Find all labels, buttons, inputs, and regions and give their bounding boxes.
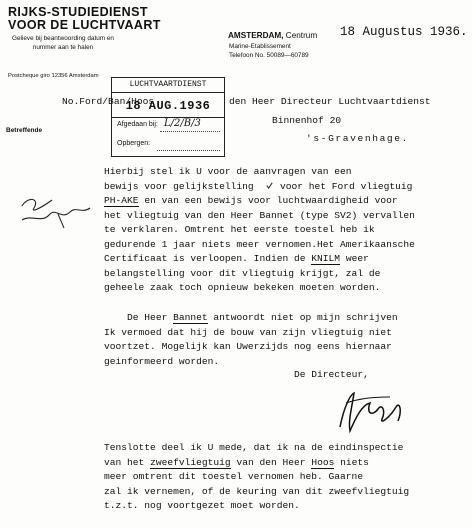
text-line: belangstelling voor dit vliegtuig krijgt, zal de — [104, 267, 381, 279]
text-line: meer omtrent dit toestel vernomen heb. Gaarne — [104, 471, 364, 483]
stamp-opbergen-label: Opbergen: — [117, 140, 151, 147]
text-line: antwoordt niet op mijn schrijven — [213, 312, 398, 323]
text-line: te verklaren. Omtrent het eerste toestel heb ik — [104, 224, 375, 236]
check-mark-icon — [265, 181, 274, 190]
stamp-opbergen-line — [157, 150, 220, 151]
addressee-line1: den Heer Directeur Luchtvaartdienst — [229, 96, 431, 107]
closing-title: De Directeur, — [294, 369, 369, 380]
airline-name: KNILM — [311, 253, 341, 265]
letter-date: 18 Augustus 1936. — [340, 25, 468, 39]
handwritten-margin-note — [18, 184, 94, 232]
person-name-hoos: Hoos — [311, 456, 335, 468]
stamp-header: LUCHTVAARTDIENST — [112, 78, 224, 93]
received-stamp — [111, 77, 225, 157]
text-line: van het — [104, 456, 145, 468]
text-line: De Heer — [127, 312, 168, 323]
city-name: AMSTERDAM, — [228, 31, 284, 40]
giro-number: Postcheque giro 12356 Amsterdam — [8, 73, 99, 79]
stamp-afgedaan-line — [160, 131, 220, 132]
city-district: Centrum — [285, 31, 318, 40]
addressee-line2: Binnenhof 20 — [272, 115, 342, 126]
reference-number: No.Ford/Ban/Hoos — [62, 96, 155, 107]
city-header — [228, 31, 317, 40]
glider-word: zweefvliegtuig — [150, 456, 231, 468]
text-line: en van een bewijs voor luchtwaardigheid voor — [144, 195, 398, 207]
person-name: Bannet — [173, 312, 208, 323]
text-line: Ik vermoed dat hij de bouw van zijn vliegtuig niet — [104, 326, 392, 338]
text-line: het vliegtuig van den Heer Bannet (type SV2) vervallen — [104, 209, 415, 221]
text-line: voor het Ford vliegtuig — [279, 180, 413, 192]
stamp-afgedaan-label: Afgedaan bij: — [117, 121, 158, 128]
org-name-line2: VOOR DE LUCHTVAART — [8, 18, 161, 32]
stamp-afgedaan-value: L/2/B/3 — [164, 118, 201, 129]
text-line: gedurende 1 jaar niets meer vernomen.Het Amerikaansche — [104, 238, 415, 250]
reply-request-line2: nummer aan te halen — [32, 44, 94, 51]
paragraph-2 — [104, 311, 398, 369]
establishment: Marine-Etablissement — [229, 43, 291, 50]
addressee-line3: 's-Gravenhage. — [306, 133, 410, 144]
text-line: Tenslotte deel ik U mede, dat ik na de eindinspectie — [104, 442, 404, 453]
registration-mark: PH-AKE — [104, 195, 139, 207]
text-line: voortzet. Mogelijk kan Uwerzijds nog eens hiernaar — [104, 341, 392, 353]
text-line: geheele zaak toch opnieuw bekeken moeten worden. — [104, 282, 381, 294]
text-line: t.z.t. nog voortgezet moet worden. — [104, 500, 300, 512]
stamp-date: 18 AUG.1936 — [112, 94, 224, 118]
telephone: Telefoon No. 50089—60789 — [229, 52, 309, 59]
text-line: weer — [345, 253, 369, 265]
text-line: bewijs voor gelijkstelling — [104, 180, 254, 192]
text-line: zal ik vernemen, of de keuring van dit zweefvliegtuig — [104, 485, 410, 497]
org-name-line1: RIJKS-STUDIEDIENST — [8, 5, 148, 19]
text-line: Hierbij stel ik U voor de aanvragen van een — [104, 166, 352, 177]
text-line: geinformeerd worden. — [104, 355, 220, 367]
paragraph-1 — [104, 165, 415, 296]
text-line: niets — [340, 456, 369, 468]
text-line: van den Heer — [236, 456, 306, 468]
paragraph-3 — [104, 441, 409, 514]
text-line: Certificaat is verloopen. Indien de — [104, 253, 306, 265]
subject-label: Betreffende — [6, 127, 43, 134]
director-signature — [330, 387, 408, 437]
reply-request-line1: Gelieve bij beantwoording datum en — [12, 35, 114, 42]
